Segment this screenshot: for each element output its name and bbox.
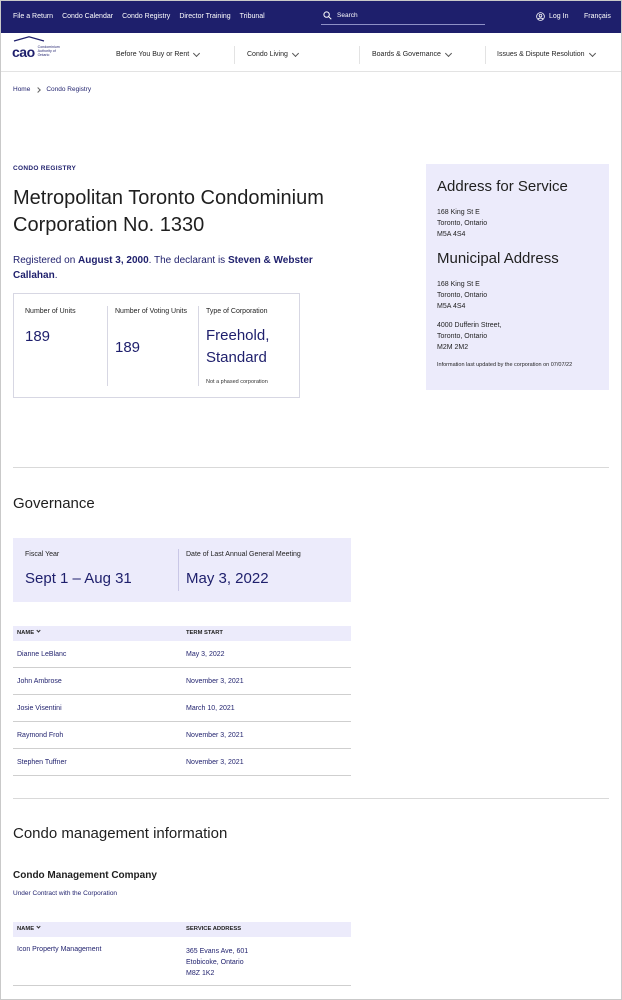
nav-divider — [359, 46, 360, 64]
stat-units — [25, 294, 105, 397]
nav-label: Boards & Governance — [372, 51, 441, 58]
address-for-service-title: Address for Service — [437, 178, 568, 195]
management-company-subtitle: Under Contract with the Corporation — [13, 890, 118, 897]
stat-corporation-type — [206, 294, 298, 397]
main-nav — [1, 34, 621, 72]
fiscal-year-value: Sept 1 – Aug 31 — [25, 570, 132, 587]
address-line: Toronto, Ontario — [437, 292, 488, 299]
last-updated-note: Information last updated by the corporation on 07/07/22 — [437, 362, 573, 368]
address-line: 4000 Dufferin Street, — [437, 322, 502, 329]
user-icon — [536, 12, 545, 21]
director-name[interactable]: Raymond Froh — [17, 732, 64, 739]
address-panel — [426, 164, 609, 390]
management-table — [13, 922, 351, 986]
breadcrumb — [13, 86, 91, 93]
table-row — [13, 641, 351, 668]
address-line: M8Z 1K2 — [186, 970, 215, 977]
stat-voting-units — [115, 294, 197, 397]
governance-heading: Governance — [13, 495, 95, 512]
nav-condo-living[interactable] — [247, 51, 298, 58]
column-header-term: TERM START — [186, 630, 223, 636]
column-label: NAME — [17, 630, 35, 636]
stat-value: 189 — [115, 339, 141, 356]
agm-value: May 3, 2022 — [186, 570, 269, 587]
column-header-address: SERVICE ADDRESS — [186, 926, 242, 932]
term-start: November 3, 2021 — [186, 759, 244, 766]
nav-divider — [234, 46, 235, 64]
fiscal-year-label: Fiscal Year — [25, 551, 60, 558]
chevron-down-icon — [589, 49, 596, 56]
section-divider — [13, 467, 609, 468]
sort-icon — [36, 628, 40, 632]
stat-value: 189 — [25, 328, 51, 345]
stat-label: Type of Corporation — [206, 308, 268, 315]
registered-prefix: Registered on — [13, 255, 79, 266]
declarant-name: Steven & Webster Callahan — [13, 255, 313, 281]
search-placeholder: Search — [337, 12, 358, 19]
breadcrumb-current[interactable]: Condo Registry — [46, 86, 92, 93]
link-condo-registry[interactable]: Condo Registry — [122, 13, 171, 20]
governance-summary — [13, 538, 351, 602]
municipal-address-title: Municipal Address — [437, 250, 559, 267]
stat-note: Not a phased corporation — [206, 379, 268, 385]
address-line: M5A 4S4 — [437, 303, 466, 310]
section-divider — [13, 798, 609, 799]
corporation-stats — [13, 293, 300, 398]
section-eyebrow: CONDO REGISTRY — [13, 165, 77, 172]
page-title: Metropolitan Toronto Condominium Corporation No. 1330 — [13, 187, 324, 236]
chevron-down-icon — [193, 49, 200, 56]
company-address — [186, 946, 248, 979]
link-file-a-return[interactable]: File a Return — [13, 13, 54, 20]
directors-table — [13, 626, 351, 776]
table-row — [13, 695, 351, 722]
term-start: May 3, 2022 — [186, 651, 225, 658]
search-input[interactable] — [321, 10, 485, 25]
address-line: 365 Evans Ave, 601 — [186, 948, 249, 955]
breadcrumb-home[interactable]: Home — [13, 86, 31, 93]
term-start: November 3, 2021 — [186, 732, 244, 739]
sort-icon — [36, 924, 40, 928]
nav-divider — [485, 46, 486, 64]
link-director-training[interactable]: Director Training — [179, 13, 231, 20]
column-header-name[interactable] — [17, 630, 40, 636]
nav-label: Issues & Dispute Resolution — [497, 51, 585, 58]
address-line: Toronto, Ontario — [437, 333, 488, 340]
stat-divider — [198, 306, 199, 386]
address-line: 168 King St E — [437, 209, 480, 216]
address-line: 168 King St E — [437, 281, 480, 288]
stat-divider — [107, 306, 108, 386]
management-heading: Condo management information — [13, 825, 228, 842]
director-name[interactable]: Stephen Tuffner — [17, 759, 67, 766]
term-start: March 10, 2021 — [186, 705, 235, 712]
roof-icon — [12, 36, 46, 42]
director-name[interactable]: John Ambrose — [17, 678, 62, 685]
address-line: Toronto, Ontario — [437, 220, 488, 227]
nav-boards-governance[interactable] — [372, 51, 451, 58]
link-condo-calendar[interactable]: Condo Calendar — [62, 13, 114, 20]
company-name[interactable]: Icon Property Management — [17, 946, 102, 953]
management-company-heading: Condo Management Company — [13, 870, 157, 881]
nav-before-you-buy[interactable] — [116, 51, 199, 58]
login-label: Log In — [549, 13, 569, 20]
director-name[interactable]: Josie Visentini — [17, 705, 62, 712]
chevron-down-icon — [445, 49, 452, 56]
table-header — [13, 922, 351, 937]
address-line: M2M 2M2 — [437, 344, 469, 351]
card-divider — [178, 549, 179, 591]
stat-label: Number of Voting Units — [115, 308, 187, 315]
nav-label: Before You Buy or Rent — [116, 51, 190, 58]
declarant-prefix: . The declarant is — [148, 255, 228, 266]
stat-value: Freehold, Standard — [206, 327, 270, 366]
logo-text: Condominium Authority of Ontario — [37, 45, 60, 57]
column-label: NAME — [17, 926, 35, 932]
agm-label: Date of Last Annual General Meeting — [186, 551, 301, 558]
director-name[interactable]: Dianne LeBlanc — [17, 651, 67, 658]
declarant-suffix: . — [54, 270, 58, 281]
language-toggle[interactable]: Français — [584, 13, 611, 20]
login-button[interactable] — [536, 12, 568, 21]
cao-logo[interactable] — [12, 39, 68, 59]
table-row — [13, 937, 351, 986]
logo-mark: cao — [12, 44, 35, 60]
registered-date: August 3, 2000 — [78, 255, 149, 266]
term-start: November 3, 2021 — [186, 678, 244, 685]
stat-label: Number of Units — [25, 308, 76, 315]
table-row — [13, 749, 351, 776]
chevron-right-icon — [36, 87, 42, 93]
search-icon — [323, 11, 332, 20]
registration-summary — [13, 253, 343, 283]
link-tribunal[interactable]: Tribunal — [239, 13, 265, 20]
column-header-name[interactable] — [17, 926, 40, 932]
utility-links — [13, 13, 265, 20]
table-row — [13, 722, 351, 749]
utility-bar — [1, 1, 621, 33]
table-row — [13, 668, 351, 695]
chevron-down-icon — [292, 49, 299, 56]
address-line: Etobicoke, Ontario — [186, 959, 244, 966]
address-line: M5A 4S4 — [437, 231, 466, 238]
nav-issues-dispute[interactable] — [497, 51, 595, 58]
table-header — [13, 626, 351, 641]
nav-label: Condo Living — [247, 51, 288, 58]
